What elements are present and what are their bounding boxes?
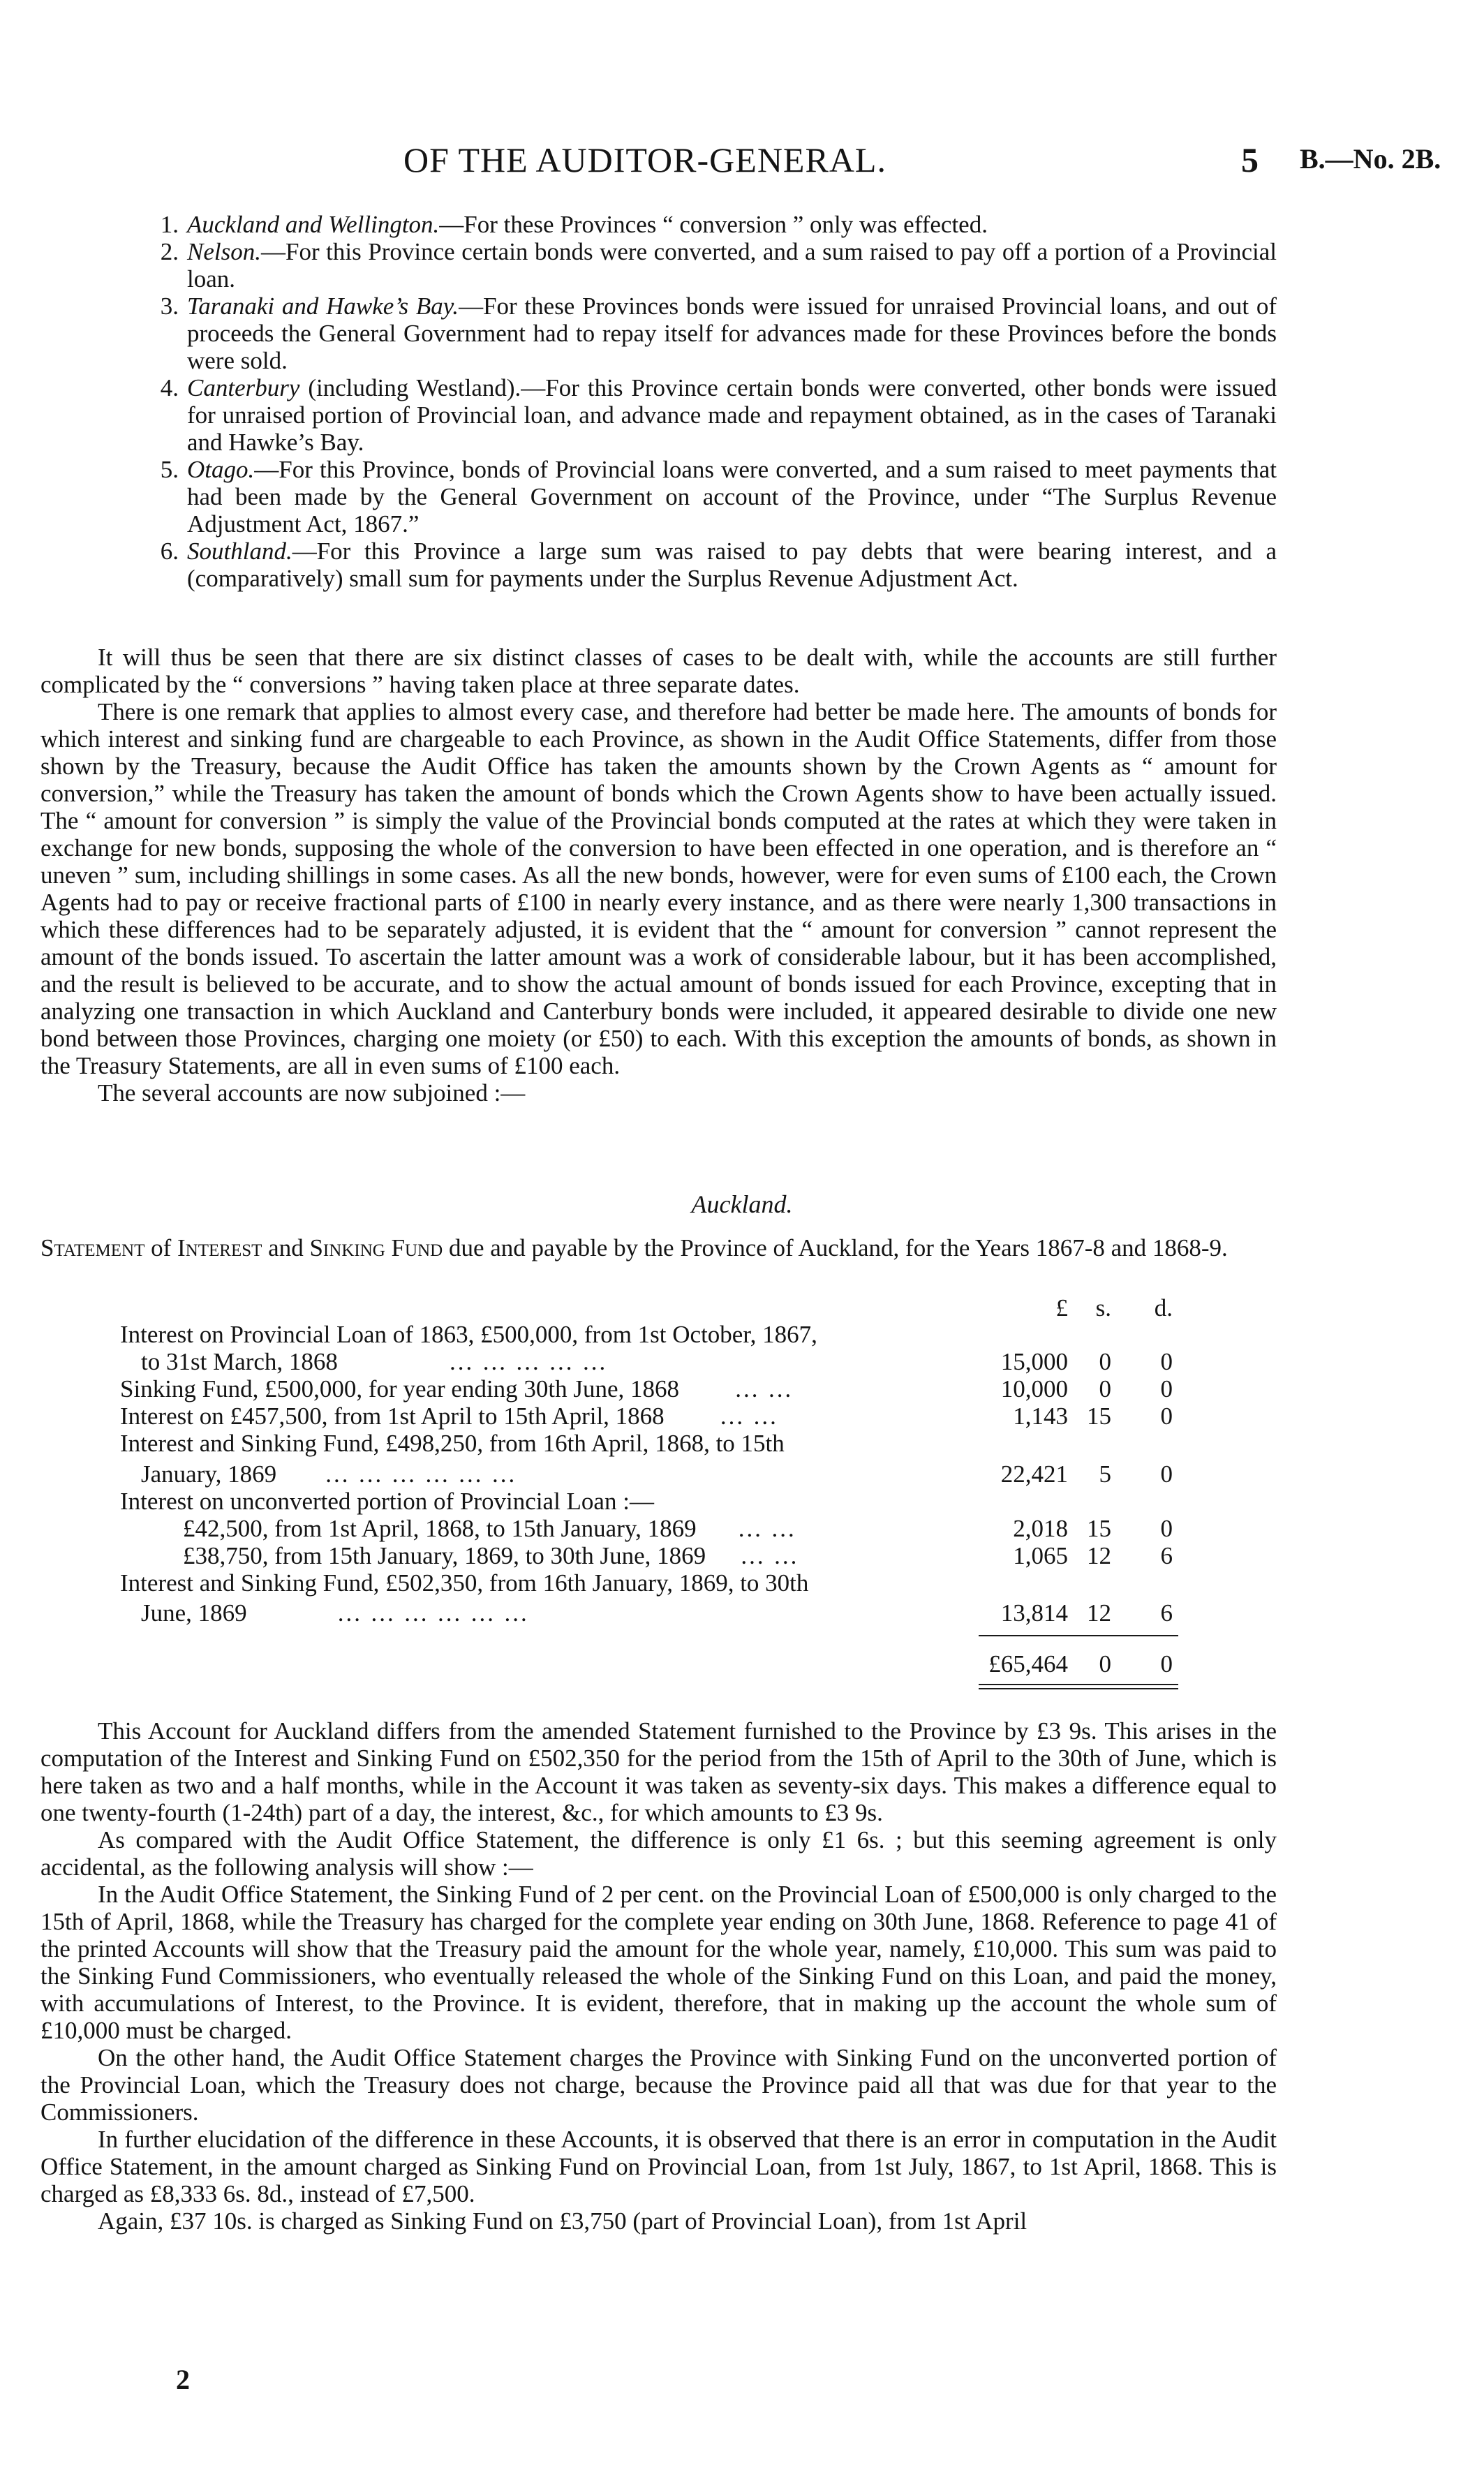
row-shillings: 12 bbox=[1087, 1599, 1111, 1627]
row-pence: 0 bbox=[1160, 1348, 1173, 1375]
list-item-heading: Canterbury bbox=[187, 374, 300, 401]
row-description: Interest and Sinking Fund, £498,250, from 16th April, 1868, to 15th bbox=[120, 1430, 785, 1457]
row-description: Interest and Sinking Fund, £502,350, from 16th January, 1869, to 30th bbox=[120, 1569, 809, 1597]
row-description: January, 1869 bbox=[141, 1460, 277, 1488]
list-item-heading: Otago. bbox=[187, 456, 255, 483]
row-shillings: 15 bbox=[1087, 1515, 1111, 1542]
row-shillings: 12 bbox=[1087, 1542, 1111, 1569]
paragraph: Again, £37 10s. is charged as Sinking Fund on £3,750 (part of Provincial Loan), from 1st April bbox=[98, 2207, 1027, 2235]
paragraph: In the Audit Office Statement, the Sinking Fund of 2 per cent. on the Provincial Loan of £500,000 is only charged to the 15th of April, 1868, while the Treasury has charged for the complete year ending on 30th June, 1868. Reference to page 41 of the printed Accounts will show that the Treasury paid the amount for the whole year, namely, £10,000. This sum was paid to the Sinking Fund Commissioners, who eventually released the whole of the Sinking Fund on this Loan, and paid the money, with accumulations of Interest, to the Province. It is evident, therefore, that in making up the account the whole sum of £10,000 must be charged. bbox=[40, 1881, 1277, 2044]
table-row bbox=[120, 1430, 785, 1457]
leader-dots: … … bbox=[734, 1375, 794, 1402]
leader-dots: … … … … … … bbox=[336, 1599, 530, 1627]
list-item bbox=[143, 211, 1277, 238]
total-double-rule bbox=[979, 1684, 1178, 1685]
table-row bbox=[141, 1460, 517, 1488]
sum-rule bbox=[979, 1635, 1178, 1636]
caption-word: of bbox=[151, 1234, 172, 1261]
caption-word: Sinking Fund bbox=[309, 1234, 443, 1261]
row-shillings: 5 bbox=[1099, 1460, 1111, 1488]
row-pence: 6 bbox=[1160, 1599, 1173, 1627]
list-item-heading: Nelson. bbox=[187, 238, 261, 265]
paragraph: This Account for Auckland differs from the amended Statement furnished to the Province by £3 9s. This arises in the computation of the Interest and Sinking Fund on £502,350 for the period from the 15th of April to the 30th of June, which is here taken as two and a half months, while in the Account it was taken as seventy-six days. This makes a difference equal to one twenty-fourth (1-24th) part of a day, the interest, &c., for which amounts to £3 9s. bbox=[40, 1717, 1277, 1826]
row-pence: 0 bbox=[1160, 1375, 1173, 1402]
row-description: June, 1869 bbox=[141, 1599, 247, 1627]
caption-word: Interest bbox=[177, 1234, 262, 1261]
list-item-heading: Auckland and Wellington. bbox=[187, 211, 440, 238]
column-header-shillings: s. bbox=[1095, 1294, 1111, 1322]
leader-dots: … … … … … … bbox=[324, 1460, 517, 1488]
total-pounds: £65,464 bbox=[988, 1650, 1068, 1678]
list-item-heading: Taranaki and Hawke’s Bay. bbox=[187, 293, 459, 320]
paragraph: It will thus be seen that there are six distinct classes of cases to be dealt with, while the accounts are still further complicated by the “ conversions ” having taken place at three separate dates. bbox=[40, 644, 1277, 698]
row-description: £38,750, from 15th January, 1869, to 30th June, 1869 bbox=[183, 1542, 706, 1569]
section-heading: Auckland. bbox=[691, 1190, 793, 1218]
table-row bbox=[183, 1542, 799, 1569]
statement-caption bbox=[40, 1234, 1277, 1261]
province-case-list bbox=[143, 211, 1277, 592]
row-description: Sinking Fund, £500,000, for year ending 30th June, 1868 bbox=[120, 1375, 680, 1402]
paragraph: There is one remark that applies to almost every case, and therefore had better be made here. The amounts of bonds for which interest and sinking fund are chargeable to each Province, as shown in the Audit Office Statements, differ from those shown by the Treasury, because the Audit Office has taken the amounts shown by the Crown Agents as “ amount for conversion,” while the Treasury has taken the amount of bonds which the Crown Agents show to have been actually issued. The “ amount for conversion ” is simply the value of the Provincial bonds computed at the rates at which they were taken in exchange for new bonds, supposing the whole of the conversion to have been effected in one operation, and is therefore an “ uneven ” sum, including shillings in some cases. As all the new bonds, however, were for even sums of £100 each, the Crown Agents had to pay or receive fractional parts of £100 in nearly every instance, and as there were nearly 1,300 transactions in which these differences had to be separately adjusted, it is evident that the “ amount for conversion ” cannot represent the amount of the bonds issued. To ascertain the latter amount was a work of considerable labour, but it has been accomplished, and the result is believed to be accurate, and to show the actual amount of bonds issued for each Province, excepting that in analyzing one transaction in which Auckland and Canterbury bonds were included, it appeared desirable to divide one new bond between those Provinces, charging one moiety (or £50) to each. With this exception the amounts of bonds, as shown in the Treasury Statements, are all in even sums of £100 each. bbox=[40, 698, 1277, 1079]
leader-dots: … … bbox=[719, 1402, 779, 1430]
printer-signature: 2 bbox=[176, 2364, 190, 2395]
table-row bbox=[141, 1599, 529, 1627]
leader-dots: … … … … … bbox=[448, 1348, 608, 1375]
row-pounds: 2,018 bbox=[1013, 1515, 1068, 1542]
paragraph: In further elucidation of the difference in these Accounts, it is observed that there is an error in computation in the Audit Office Statement, in the amount charged as Sinking Fund on Provincial Loan, from 1st July, 1867, to 1st April, 1868. This is charged as £8,333 6s. 8d., instead of £7,500. bbox=[40, 2126, 1277, 2207]
table-row bbox=[120, 1321, 817, 1348]
row-pence: 0 bbox=[1160, 1460, 1173, 1488]
row-pence: 0 bbox=[1160, 1402, 1173, 1430]
paper-reference: B.—No. 2B. bbox=[1300, 143, 1441, 175]
column-header-pounds: £ bbox=[1055, 1294, 1068, 1322]
list-item-number: 2. bbox=[160, 238, 179, 265]
list-item-number: 1. bbox=[160, 211, 179, 238]
row-pounds: 1,065 bbox=[1013, 1542, 1068, 1569]
list-item-text: —For this Province, bonds of Provincial loans were converted, and a sum raised to meet payments that had been made by the General Government on account of the Province, under “The Surplus Revenue Adjustment Act, 1867.” bbox=[187, 456, 1277, 538]
list-item bbox=[143, 456, 1277, 538]
row-description: Interest on £457,500, from 1st April to 15th April, 1868 bbox=[120, 1402, 665, 1430]
row-shillings: 0 bbox=[1099, 1375, 1111, 1402]
row-pence: 6 bbox=[1160, 1542, 1173, 1569]
total-shillings: 0 bbox=[1099, 1650, 1111, 1678]
list-item-text: —For this Province certain bonds were converted, and a sum raised to pay off a portion of a Provincial loan. bbox=[187, 238, 1277, 293]
list-item bbox=[143, 238, 1277, 293]
leader-dots: … … bbox=[737, 1515, 797, 1542]
row-shillings: 15 bbox=[1087, 1402, 1111, 1430]
row-description: £42,500, from 1st April, 1868, to 15th January, 1869 bbox=[183, 1515, 697, 1542]
row-pounds: 13,814 bbox=[1000, 1599, 1068, 1627]
row-pounds: 10,000 bbox=[1000, 1375, 1068, 1402]
paragraph: As compared with the Audit Office Statement, the difference is only £1 6s. ; but this seeming agreement is only accidental, as the following analysis will show :— bbox=[40, 1826, 1277, 1881]
table-row bbox=[120, 1569, 808, 1597]
total-double-rule bbox=[979, 1688, 1178, 1689]
list-item-number: 3. bbox=[160, 293, 179, 320]
table-row bbox=[141, 1348, 608, 1375]
table-row bbox=[183, 1515, 796, 1542]
row-pounds: 15,000 bbox=[1000, 1348, 1068, 1375]
list-item-number: 5. bbox=[160, 456, 179, 483]
list-item-text: —For these Provinces bonds were issued for unraised Provincial loans, and out of proceeds the General Government had to repay itself for advances made for these Provinces before the bonds were sold. bbox=[187, 293, 1277, 374]
row-pounds: 22,421 bbox=[1000, 1460, 1068, 1488]
caption-word: and bbox=[268, 1234, 304, 1261]
leader-dots: … … bbox=[739, 1542, 799, 1569]
list-item bbox=[143, 374, 1277, 456]
caption-text: due and payable by the Province of Auckland, for the Years 1867-8 and 1868-9. bbox=[448, 1234, 1228, 1261]
page-number: 5 bbox=[1241, 140, 1259, 179]
table-row bbox=[120, 1488, 654, 1515]
list-item-number: 6. bbox=[160, 538, 179, 565]
paragraph: On the other hand, the Audit Office Statement charges the Province with Sinking Fund on the unconverted portion of the Provincial Loan, which the Treasury does not charge, because the Province paid all that was due for that year to the Commissioners. bbox=[40, 2044, 1277, 2126]
caption-word: Statement bbox=[40, 1234, 145, 1261]
paragraph: The several accounts are now subjoined :— bbox=[98, 1079, 526, 1106]
analysis-text bbox=[40, 1717, 1277, 2235]
list-item-heading: Southland. bbox=[187, 538, 292, 565]
intro-text bbox=[40, 644, 1277, 1106]
list-item-text: —For this Province a large sum was raised to pay debts that were bearing interest, and a (comparatively) small sum for payments under the Surplus Revenue Adjustment Act. bbox=[187, 538, 1277, 592]
row-description: Interest on Provincial Loan of 1863, £500,000, from 1st October, 1867, bbox=[120, 1321, 817, 1348]
row-pence: 0 bbox=[1160, 1515, 1173, 1542]
table-row bbox=[120, 1375, 794, 1402]
list-item bbox=[143, 538, 1277, 592]
list-item-text: —For these Provinces “ conversion ” only was effected. bbox=[439, 211, 988, 238]
row-pounds: 1,143 bbox=[1013, 1402, 1068, 1430]
list-item bbox=[143, 293, 1277, 374]
column-header-pence: d. bbox=[1154, 1294, 1173, 1322]
total-pence: 0 bbox=[1160, 1650, 1173, 1678]
running-title: OF THE AUDITOR-GENERAL. bbox=[403, 140, 886, 179]
table-row bbox=[120, 1402, 778, 1430]
list-item-text: (including Westland).—For this Province certain bonds were converted, other bonds were issued for unraised portion of Provincial loan, and advance made and repayment obtained, as in the cases of Taranaki and Hawke’s Bay. bbox=[187, 374, 1277, 456]
row-description: to 31st March, 1868 bbox=[141, 1348, 338, 1375]
list-item-number: 4. bbox=[160, 374, 179, 401]
row-description: Interest on unconverted portion of Provincial Loan :— bbox=[120, 1488, 654, 1515]
row-shillings: 0 bbox=[1099, 1348, 1111, 1375]
